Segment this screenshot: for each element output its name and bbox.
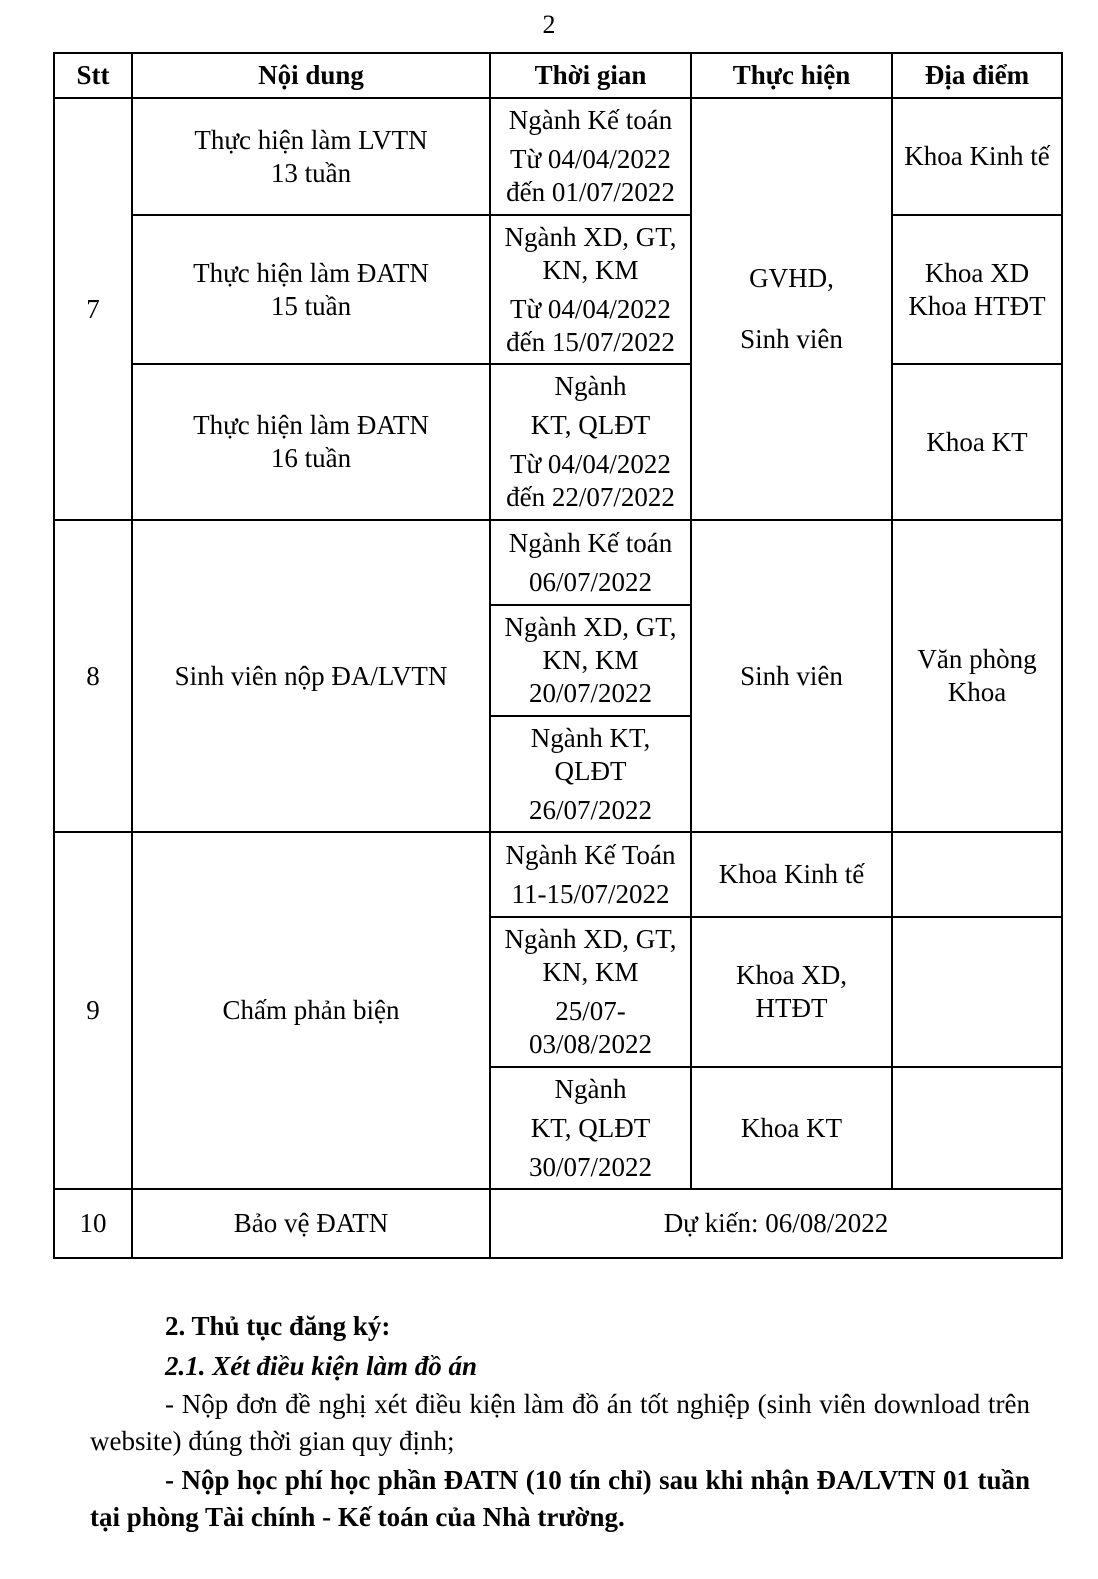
table-row xyxy=(54,98,1062,215)
time-line: Ngành Kế toán xyxy=(508,527,673,558)
header-content: Nội dung xyxy=(132,53,490,98)
time-cell xyxy=(490,605,691,716)
time-line: 03/08/2022 xyxy=(528,1029,652,1059)
performer-cell xyxy=(691,1067,892,1189)
stt-cell: 8 xyxy=(54,520,132,832)
content-line: 13 tuần xyxy=(270,157,352,188)
time-major: KN, KM xyxy=(542,254,639,285)
header-performer: Thực hiện xyxy=(691,53,892,98)
time-cell xyxy=(490,1067,691,1189)
performer-cell: Sinh viên xyxy=(691,520,892,832)
table-row xyxy=(54,1189,1062,1258)
content-line: 15 tuần xyxy=(270,290,352,321)
table-header-row xyxy=(54,53,1062,98)
content-cell: Bảo vệ ĐATN xyxy=(132,1189,490,1258)
content-line: Thực hiện làm ĐATN xyxy=(193,410,429,440)
location-cell xyxy=(892,215,1062,364)
table-row xyxy=(54,520,1062,605)
time-line: 26/07/2022 xyxy=(528,794,652,825)
time-line: Ngành KT, xyxy=(530,722,651,753)
content-cell xyxy=(132,364,490,520)
location-cell xyxy=(892,98,1062,215)
time-line: KN, KM xyxy=(542,957,639,987)
schedule-table xyxy=(53,52,1063,1259)
time-cell xyxy=(490,832,691,917)
content-cell xyxy=(132,215,490,364)
location-line: Khoa xyxy=(947,677,1007,707)
content-line: Thực hiện làm ĐATN xyxy=(193,257,429,288)
table-row xyxy=(54,832,1062,917)
content-cell: Sinh viên nộp ĐA/LVTN xyxy=(132,520,490,832)
content-line: Thực hiện làm LVTN xyxy=(194,124,428,155)
performer-line: Sinh viên xyxy=(740,324,843,354)
time-major: KT, QLĐT xyxy=(530,410,651,440)
time-line: 20/07/2022 xyxy=(528,678,652,708)
note-cell: Dự kiến: 06/08/2022 xyxy=(490,1189,1062,1258)
page-number: 2 xyxy=(542,10,556,39)
time-line: 25/07- xyxy=(555,996,626,1026)
time-line: 30/07/2022 xyxy=(528,1151,652,1182)
location-line: Văn phòng xyxy=(917,644,1037,674)
time-cell xyxy=(490,98,691,215)
header-location: Địa điểm xyxy=(892,53,1062,98)
header-stt: Stt xyxy=(54,53,132,98)
location-cell xyxy=(892,520,1062,832)
time-cell xyxy=(490,215,691,364)
time-line: Ngành xyxy=(554,1073,627,1104)
performer-line: Khoa KT xyxy=(740,1112,843,1143)
content-line: 16 tuần xyxy=(270,443,352,473)
time-line: Ngành XD, GT, xyxy=(504,612,677,642)
paragraph: - Nộp học phí học phần ĐATN (10 tín chỉ) sau khi nhận ĐA/LVTN 01 tuần tại phòng Tài chính - Kế toán của Nhà trường. xyxy=(90,1465,1030,1532)
time-cell xyxy=(490,520,691,605)
time-line: KT, QLĐT xyxy=(530,1112,651,1143)
paragraph: - Nộp đơn đề nghị xét điều kiện làm đồ án tốt nghiệp (sinh viên download trên website) đúng thời gian quy định; xyxy=(90,1389,1030,1456)
registration-section xyxy=(0,1306,1098,1536)
performer-line: Khoa XD, xyxy=(736,960,847,990)
location-line: Khoa HTĐT xyxy=(908,290,1046,321)
header-time: Thời gian xyxy=(490,53,691,98)
time-cell xyxy=(490,716,691,832)
section-title: 2. Thủ tục đăng ký: xyxy=(165,1311,391,1341)
time-range: đến 01/07/2022 xyxy=(506,177,675,207)
time-major: Ngành Kế toán xyxy=(508,105,673,135)
time-range: Từ 04/04/2022 xyxy=(510,144,671,174)
time-line: QLĐT xyxy=(554,755,627,786)
location-cell xyxy=(892,832,1062,917)
table-row xyxy=(54,215,1062,364)
performer-cell xyxy=(691,832,892,917)
time-line: KN, KM xyxy=(542,645,639,675)
time-major: Ngành XD, GT, xyxy=(504,221,677,252)
time-cell xyxy=(490,364,691,520)
time-range: đến 22/07/2022 xyxy=(506,482,675,512)
section-subtitle: 2.1. Xét điều kiện làm đồ án xyxy=(165,1351,478,1381)
performer-line: Khoa Kinh tế xyxy=(718,859,865,889)
content-cell: Chấm phản biện xyxy=(132,832,490,1189)
performer-cell xyxy=(691,917,892,1067)
performer-line: HTĐT xyxy=(755,993,828,1023)
table-row xyxy=(54,364,1062,520)
time-major: Ngành xyxy=(554,371,627,401)
performer-line: GVHD, xyxy=(749,263,834,293)
time-line: 06/07/2022 xyxy=(528,566,652,597)
stt-cell: 10 xyxy=(54,1189,132,1258)
time-line: Ngành XD, GT, xyxy=(504,924,677,954)
content-cell xyxy=(132,98,490,215)
location-line: Khoa Kinh tế xyxy=(904,141,1050,171)
location-line: Khoa KT xyxy=(926,426,1028,457)
location-cell xyxy=(892,1067,1062,1189)
location-line: Khoa XD xyxy=(924,257,1030,288)
location-cell xyxy=(892,364,1062,520)
time-line: Ngành Kế Toán xyxy=(505,839,676,870)
time-range: Từ 04/04/2022 xyxy=(510,293,671,324)
location-cell xyxy=(892,917,1062,1067)
time-line: 11-15/07/2022 xyxy=(511,878,670,909)
time-range: đến 15/07/2022 xyxy=(506,326,675,357)
time-range: Từ 04/04/2022 xyxy=(510,449,671,479)
performer-cell xyxy=(691,98,892,520)
stt-cell: 9 xyxy=(54,832,132,1189)
time-cell xyxy=(490,917,691,1067)
stt-cell: 7 xyxy=(54,98,132,520)
